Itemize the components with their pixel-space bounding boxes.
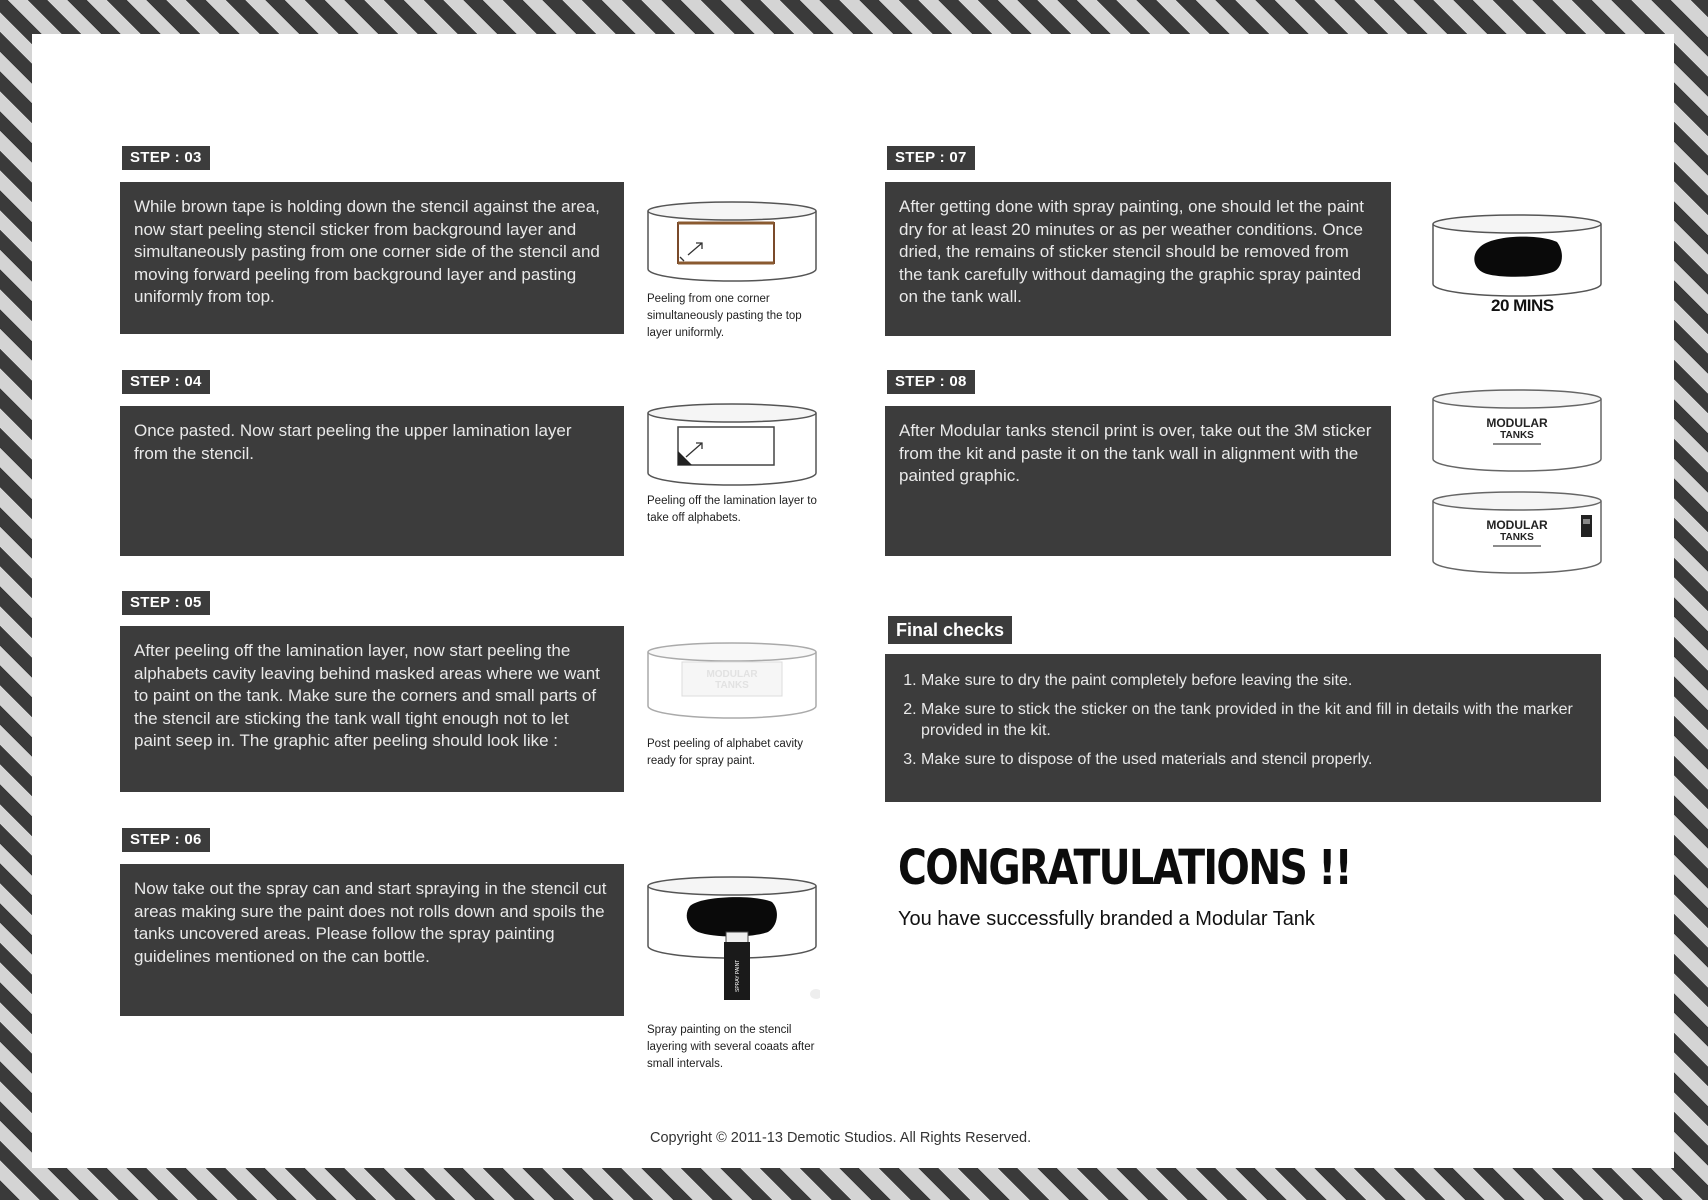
step-06-label: STEP : 06 xyxy=(122,828,210,852)
copyright-notice: Copyright © 2011-13 Demotic Studios. All Rights Reserved. xyxy=(650,1130,1032,1146)
step-03-caption: Peeling from one corner simultaneously pasting the top layer uniformly. xyxy=(647,293,802,339)
tank-masked-logo-line2: TANKS xyxy=(715,680,749,691)
tank-masked-logo-line1: MODULAR xyxy=(706,669,758,680)
step-04-text: Once pasted. Now start peeling the upper lamination layer from the stencil. xyxy=(120,406,624,556)
step-03-label: STEP : 03 xyxy=(122,146,210,170)
step-07-label: STEP : 07 xyxy=(887,146,975,170)
congratulations-subtitle: You have successfully branded a Modular Tank xyxy=(898,908,1315,930)
spray-can-label: SPRAY PAINT xyxy=(735,959,741,992)
tank-lamination-illustration xyxy=(644,401,820,495)
tank-with-sticker-illustration xyxy=(1429,489,1605,585)
final-check-item: 1. Make sure to dry the paint completely before leaving the site. xyxy=(921,670,1585,691)
final-checks-list xyxy=(901,670,1585,770)
sticker-tank-logo-line1: MODULAR xyxy=(1486,518,1548,532)
step-06-text: Now take out the spray can and start spraying in the stencil cut areas making sure the paint does not rolls down and spoils the tanks uncovered areas. Please follow the spray painting guidelines mentioned on the can bottle. xyxy=(120,864,624,1016)
step-05-caption: Post peeling of alphabet cavity ready for spray paint. xyxy=(647,738,803,767)
step-06-caption: Spray painting on the stencil layering with several coaats after small intervals. xyxy=(647,1024,815,1070)
step-03-text: While brown tape is holding down the stencil against the area, now start peeling stencil sticker from background layer and simultaneously pasting from one corner side of the stencil and moving forward peeling from background layer and pasting uniformly from top. xyxy=(120,182,624,334)
tank-drying-illustration xyxy=(1429,212,1605,306)
tank-logo-line1: MODULAR xyxy=(1486,416,1548,430)
tank-spray-illustration xyxy=(644,874,820,1019)
tank-peeling-corner-illustration xyxy=(644,199,820,289)
tank-painted-graphic-illustration xyxy=(1429,387,1605,483)
step-05-text: After peeling off the lamination layer, now start peeling the alphabets cavity leaving behind masked areas where we want to paint on the tank. Make sure the corners and small parts of the stencil are sticking the tank wall tight enough not to let paint seep in. The graphic after peeling should look like : xyxy=(120,626,624,792)
final-checks-box xyxy=(885,654,1601,802)
final-check-item: 3. Make sure to dispose of the used materials and stencil properly. xyxy=(921,749,1585,770)
step-07-text: After getting done with spray painting, one should let the paint dry for at least 20 minutes or as per weather conditions. Once dried, the remains of sticker stencil should be removed from the tank carefully without damaging the graphic spray painted on the tank wall. xyxy=(885,182,1391,336)
final-check-item: 2. Make sure to stick the sticker on the tank provided in the kit and fill in details with the marker provided in the kit. xyxy=(921,699,1585,741)
sticker-tank-logo-line2: TANKS xyxy=(1500,532,1534,543)
step-05-label: STEP : 05 xyxy=(122,591,210,615)
step-08-label: STEP : 08 xyxy=(887,370,975,394)
final-checks-label: Final checks xyxy=(888,616,1012,644)
tank-logo-line2: TANKS xyxy=(1500,430,1534,441)
step-08-text: After Modular tanks stencil print is over, take out the 3M sticker from the kit and paste it on the tank wall in alignment with the painted graphic. xyxy=(885,406,1391,556)
step-04-label: STEP : 04 xyxy=(122,370,210,394)
drying-time-tag: 20 MINS xyxy=(1491,296,1554,315)
step-04-caption: Peeling off the lamination layer to take off alphabets. xyxy=(647,495,817,524)
instruction-sheet xyxy=(32,34,1674,1168)
tank-masked-illustration xyxy=(644,640,820,730)
congratulations-title: CONGRATULATIONS !! xyxy=(898,840,1351,896)
